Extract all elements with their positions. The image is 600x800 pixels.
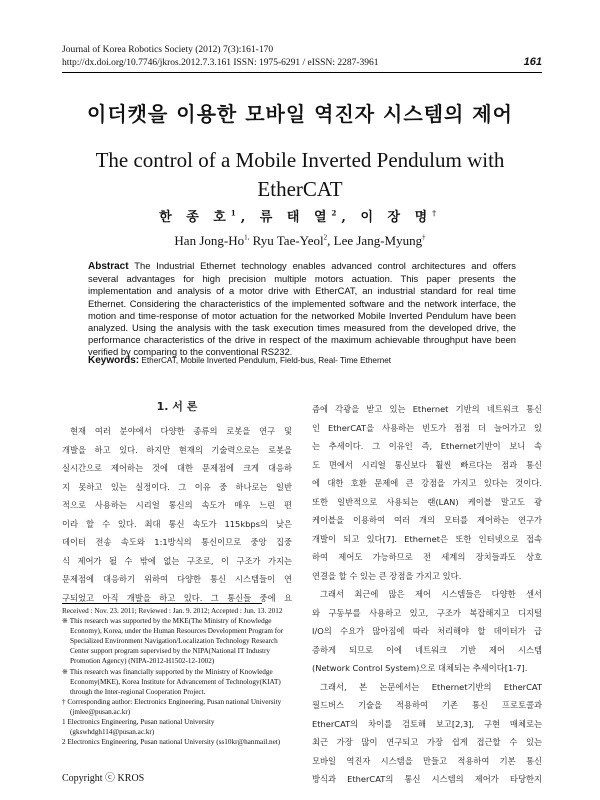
author-3-ko: 이 장 명 [360, 210, 433, 225]
body-line: 이라 할 수 있다. 최대 통신 속도가 115kbps의 낮은 [62, 518, 292, 529]
body-line: 즘에 각광을 받고 있는 Ethernet 기반의 네트워크 통신 [312, 404, 542, 414]
author-sep: , [327, 233, 334, 248]
body-line: 방식과 EtherCAT의 통신 시스템의 제어가 타당한지 [312, 774, 542, 784]
body-line: 또한 일반적으로 사용되는 랜(LAN) 케이블 말고도 광 [312, 496, 542, 507]
copyright: Copyright ⓒ KROS [62, 773, 145, 784]
body-line: 에 대한 호환 문제에 큰 강점을 가지고 있다는 것이다. [312, 478, 542, 488]
body-line: (Network Control System)으로 대체되는 추세이다[1-7]. [312, 663, 528, 673]
author-2-ko: 류 태 열 [259, 210, 332, 225]
journal-header [62, 44, 542, 70]
body-line: 현재 여러 분야에서 다양한 종류의 로봇을 연구 및 [70, 426, 292, 436]
author-sep: , [240, 210, 260, 225]
english-authors [0, 233, 600, 249]
journal-citation: Journal of Korea Robotics Society (2012) 7(3):161-170 [62, 45, 274, 55]
author-3-en: Lee Jang-Myung [333, 233, 423, 248]
right-column [312, 400, 542, 789]
author-2-ko-mark: 2 [331, 208, 342, 218]
author-2-en-mark: 2 [323, 233, 328, 242]
body-line: 증하게 되므로 이에 네트워크 기반 제어 시스템 [312, 644, 542, 655]
body-line: 개발이 되고 있다[7]. Ethernet은 또한 인터넷으로 접속 [312, 533, 542, 544]
body-line: 와 구동부를 사용하고 있고, 구조가 복잡해지고 디지털 [312, 607, 542, 618]
body-line: 문제점에 대응하기 위하여 다양한 통신 시스템들이 연 [62, 574, 292, 584]
author-1-en: Han Jong-Ho [174, 233, 245, 248]
author-2-en: Ryu Tae-Yeol [252, 233, 324, 248]
author-1-ko: 한 종 호 [159, 210, 231, 225]
footnote: ※ This research was supported by the MKE(The Ministry of Knowledge Economy), Korea, under the Human Resources Development Program for Specialized Environment Navigation/Localization Technology Research Center support program supervised by the NIPA(National IT Industry Promotion Agency) (NIPA-2012-H1502-12-1002) [62, 617, 284, 666]
footnotes [62, 606, 297, 747]
english-title: The control of a Mobile Inverted Pendulum with EtherCAT [95, 148, 505, 201]
header-divider [62, 72, 542, 73]
korean-title: 이더캣을 이용한 모바일 역진자 시스템의 제어 [87, 102, 513, 126]
author-3-en-mark: † [422, 233, 426, 242]
body-line: 는 추세이다. 그 이유인 즉, Ethernet기반이 보니 속 [312, 441, 542, 451]
body-line: 적으로 사용하는 시리얼 통신의 속도가 매우 느린 편 [62, 500, 292, 510]
body-line: 개발을 하고 있다. 하지만 현재의 기술력으로는 로봇을 [62, 444, 292, 455]
author-1-en-mark: 1, [244, 233, 250, 242]
abstract-text: The Industrial Ethernet technology enables advanced control architectures and offers several advantages for high precision multiple motors actuation. This paper presents the implementation and analysis of a motor drive with EtherCAT, an industrial standard for real time Ethernet. Considering the characteristics of the implemented software and the network interface, the motion and time-response of motor actuation for the networked Mobile Inverted Pendulum have been analyzed. Using the analysis with the task execution times measured from the developed drive, the performance characteristics of the drive in respect of the maximum achievable throughput have been verified by comparing to the conventional RS232. [88, 260, 516, 358]
body-line: 연결을 할 수 있는 큰 장점을 가지고 있다. [312, 570, 462, 581]
footnote-divider [62, 603, 262, 604]
body-line: I/O의 수요가 많아짐에 따라 처리해야 할 데이터가 급 [312, 626, 542, 636]
abstract-label: Abstract [88, 261, 129, 272]
keywords-label: Keywords: [88, 355, 140, 366]
left-body [62, 422, 292, 607]
left-column [62, 388, 292, 607]
body-line: 지 못하고 있는 실정이다. 그 이유 중 하나로는 일반 [62, 481, 292, 492]
body-line: 하여 제어도 가능하므로 전 세계의 장치들과도 상호 [312, 552, 542, 562]
body-line: 실시간으로 제어하는 것에 대한 문제점에 크게 대응하 [62, 463, 292, 473]
body-line: 인 EtherCAT을 사용하는 빈도가 점점 더 늘어가고 있 [312, 422, 542, 433]
abstract [88, 260, 516, 359]
footnote: † Corresponding author: Electronics Engineering, Pusan national University (jmlee@pusan.ac.kr) [62, 697, 282, 716]
body-line: 그래서 최근에 많은 제어 시스템들은 다양한 센서 [320, 589, 542, 599]
footnote: ※ This research was financially supported by the Ministry of Knowledge Economy(MKE), Korea Institute for Advancement of Technology(KIAT) through the Inter-regional Cooperation Project. [62, 667, 281, 696]
doi-issn-line: http://dx.doi.org/10.7746/jkros.2012.7.3.161 ISSN: 1975-6291 / eISSN: 2287-3961 [62, 58, 379, 68]
keywords [88, 355, 516, 366]
body-line: 데이터 전송 속도와 1:1방식의 통신이므로 중앙 집중 [62, 537, 292, 547]
right-body [312, 400, 542, 789]
section-heading: 1. 서 론 [156, 400, 198, 413]
author-3-ko-mark: † [432, 208, 441, 218]
body-line: 케이블을 이용하여 여러 개의 모터를 제어하는 연구가 [312, 515, 542, 525]
footnote: 1 Electronics Engineering, Pusan national University (gkswhdgh114@pusan.ac.kr) [62, 718, 215, 737]
footnote: Received : Nov. 23. 2011; Reviewed : Jan. 9. 2012; Accepted : Jun. 13. 2012 [62, 607, 283, 615]
body-line: 식 제어가 될 수 밖에 없는 구조로, 이 구조가 가지는 [62, 555, 292, 566]
body-line: 도 면에서 시리얼 통신보다 훨씬 빠르다는 점과 통신 [312, 459, 542, 470]
korean-authors [0, 206, 600, 225]
author-sep: , [341, 210, 361, 225]
body-line: 최근 가장 많이 연구되고 가장 쉽게 접근할 수 있는 [312, 737, 542, 747]
author-1-ko-mark: 1 [230, 208, 241, 218]
body-line: 구되었고 아직 개발을 하고 있다. 그 통신들 중에 요 [62, 592, 292, 603]
body-line: 그래서, 본 논문에서는 Ethernet기반의 EtherCAT [320, 681, 542, 692]
page-number: 161 [523, 56, 542, 68]
keywords-text: EtherCAT, Mobile Inverted Pendulum, Field-bus, Real- Time Ethernet [141, 356, 392, 365]
body-line: 모바일 역진자 시스템을 만들고 적용하여 기본 통신 [312, 755, 542, 766]
footnote: 2 Electronics Engineering, Pusan national University (ss10kr@hanmail.net) [62, 738, 281, 747]
body-line: EtherCAT의 차이를 검토해 보고[2,3], 구현 매체로는 [312, 718, 542, 729]
body-line: 필드버스 기술을 적용하여 기존 통신 프로토콜과 [312, 700, 542, 710]
